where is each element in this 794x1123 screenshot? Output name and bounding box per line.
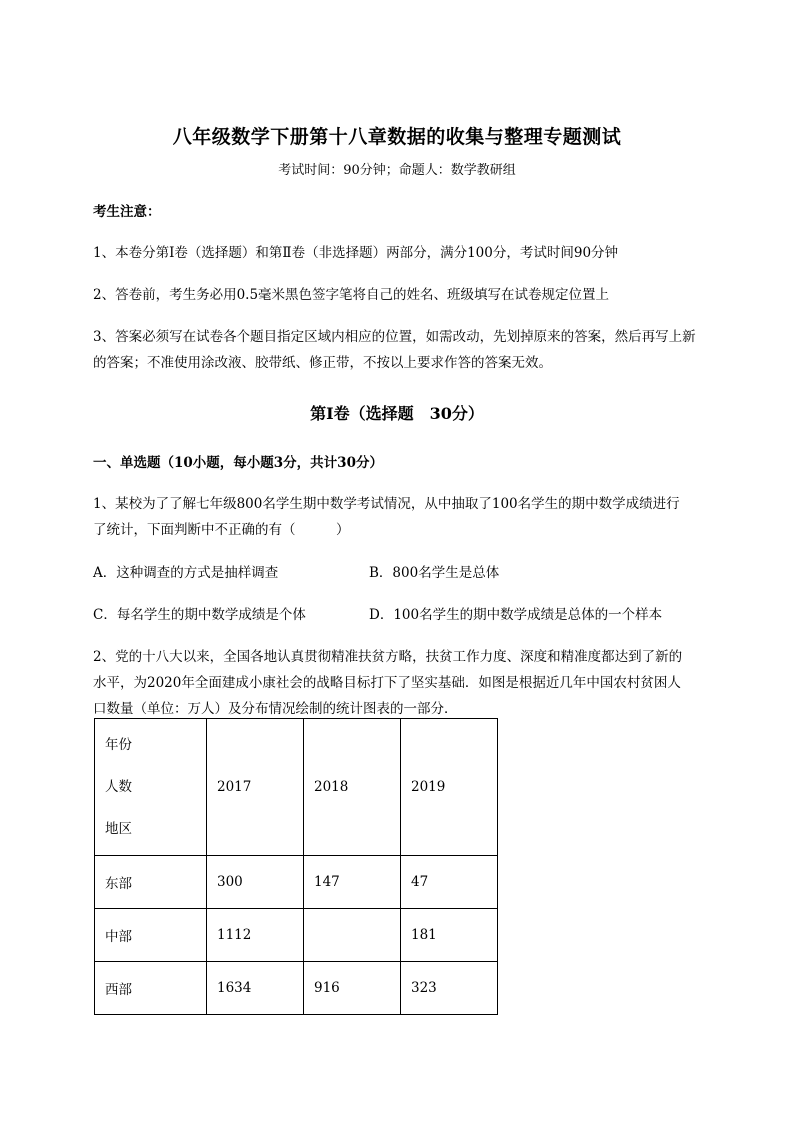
year-2017: 2017 — [207, 719, 304, 856]
table-corner-cell — [95, 719, 207, 856]
option-c: C．每名学生的期中数学成绩是个体 — [93, 607, 306, 623]
header-label-year: 年份 — [105, 737, 132, 753]
table-cell: 1634 — [207, 962, 304, 1015]
region-central: 中部 — [95, 909, 207, 962]
table-cell: 47 — [401, 856, 498, 909]
year-2019: 2019 — [401, 719, 498, 856]
section-title: 第I卷（选择题 30分） — [310, 404, 484, 423]
year-2018: 2018 — [304, 719, 401, 856]
option-b: B．800名学生是总体 — [369, 565, 500, 581]
poverty-table — [94, 718, 498, 1015]
table-row — [95, 962, 498, 1015]
notice-heading: 考生注意： — [93, 204, 161, 220]
question-1-line-2: 了统计，下面判断中不正确的有（ ） — [93, 522, 350, 538]
table-cell — [304, 909, 401, 962]
notice-item-3: 3、答案必须写在试卷各个题目指定区域内相应的位置，如需改动，先划掉原来的答案，然后再写上新 — [93, 329, 696, 345]
exam-info: 考试时间：90分钟；命题人：数学教研组 — [278, 163, 516, 178]
option-a: A．这种调查的方式是抽样调查 — [93, 565, 279, 581]
table-row — [95, 856, 498, 909]
table-cell: 181 — [401, 909, 498, 962]
table-cell: 300 — [207, 856, 304, 909]
question-2-line-3: 口数量（单位：万人）及分布情况绘制的统计图表的一部分． — [93, 701, 458, 717]
option-d: D．100名学生的期中数学成绩是总体的一个样本 — [369, 607, 663, 623]
table-cell: 916 — [304, 962, 401, 1015]
table-header-row — [95, 719, 498, 856]
notice-item-1: 1、本卷分第I卷（选择题）和第Ⅱ卷（非选择题）两部分，满分100分，考试时间90分钟 — [93, 245, 619, 261]
notice-item-3-cont: 的答案；不准使用涂改液、胶带纸、修正带，不按以上要求作答的答案无效。 — [93, 355, 552, 371]
table-cell: 1112 — [207, 909, 304, 962]
header-label-count: 人数 — [105, 779, 132, 795]
table-row — [95, 909, 498, 962]
notice-item-2: 2、答卷前，考生务必用0.5毫米黑色签字笔将自己的姓名、班级填写在试卷规定位置上 — [93, 287, 610, 303]
region-east: 东部 — [95, 856, 207, 909]
part-heading: 一、单选题（10小题，每小题3分，共计30分） — [93, 455, 383, 471]
table-cell: 147 — [304, 856, 401, 909]
question-1-line-1: 1、某校为了了解七年级800名学生期中数学考试情况，从中抽取了100名学生的期中数学成绩进行 — [93, 496, 680, 512]
table-cell: 323 — [401, 962, 498, 1015]
page-title: 八年级数学下册第十八章数据的收集与整理专题测试 — [172, 126, 622, 148]
question-2-line-2: 水平，为2020年全面建成小康社会的战略目标打下了坚实基础．如图是根据近几年中国农村贫困人 — [93, 675, 681, 691]
header-label-region: 地区 — [105, 821, 132, 837]
question-2-line-1: 2、党的十八大以来，全国各地认真贯彻精准扶贫方略，扶贫工作力度、深度和精准度都达到了新的 — [93, 649, 683, 665]
region-west: 西部 — [95, 962, 207, 1015]
